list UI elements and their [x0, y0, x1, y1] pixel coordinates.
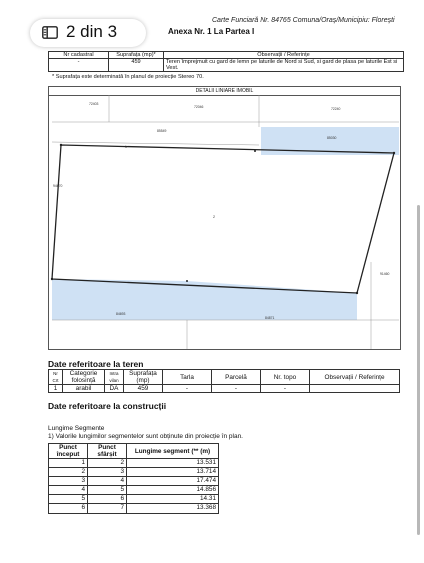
land-cell-nr-topo: - [261, 385, 310, 393]
segments-table [48, 443, 219, 514]
plan-label-top-left: 72403 [89, 102, 99, 106]
parcel-plan [48, 86, 401, 350]
segments-title: Lungime Segmente [48, 425, 105, 432]
plan-label-top-mid: 72046 [194, 105, 204, 109]
plan-label-bottom-right: 84871 [265, 316, 275, 320]
land-cell-categorie: arabil [63, 385, 105, 393]
seg-length: 13.714 [127, 468, 219, 477]
seg-header-length: Lungime segment (** (m) [127, 444, 219, 459]
land-table [48, 369, 400, 393]
seg-end: 2 [88, 459, 127, 468]
projection-note: * Suprafața este determinată în planul de proiecție Stereo 70. [52, 74, 204, 80]
plan-title: DETALII LINIARE IMOBIL [49, 87, 400, 96]
plan-label-corner: 1 [125, 145, 127, 149]
seg-start: 3 [49, 477, 88, 486]
land-header-observatii: Observații / Referințe [310, 370, 400, 385]
observations-table [48, 51, 404, 72]
seg-header-start: Punct început [49, 444, 88, 459]
table-row [49, 477, 219, 486]
vertical-scrollbar[interactable] [417, 205, 420, 535]
land-header-suprafata: Suprafața (mp) [124, 370, 163, 385]
plan-label-left: 94670 [53, 184, 63, 188]
header-nr-cadastral: Nr cadastral [49, 52, 109, 59]
land-header-parcela: Parcelă [212, 370, 261, 385]
cell-suprafata: 459 [109, 59, 164, 72]
land-cell-nr: 1 [49, 385, 63, 393]
seg-start: 1 [49, 459, 88, 468]
header-suprafata: Suprafața (mp)* [109, 52, 164, 59]
seg-end: 4 [88, 477, 127, 486]
seg-length: 13.368 [127, 504, 219, 513]
seg-length: 14.31 [127, 495, 219, 504]
plan-label-upper-right: 85030 [327, 136, 337, 140]
page-indicator-text: 2 din 3 [66, 22, 118, 41]
anexa-title: Anexa Nr. 1 La Partea I [168, 27, 255, 36]
parcel-drawing [49, 87, 400, 349]
cell-observatii: Teren împrejmuit cu gard de lemn pe laturile de Nord si Sud, si gard de plasa pe laturile Est si Vest. [164, 59, 404, 72]
seg-end: 5 [88, 486, 127, 495]
table-row [49, 486, 219, 495]
carte-funciara-header: Carte Funciară Nr. 84765 Comuna/Oraș/Municipiu: Florești [212, 17, 395, 24]
land-header-nr-topo: Nr. topo [261, 370, 310, 385]
seg-start: 4 [49, 486, 88, 495]
land-header-nr: Nr Crt [49, 370, 63, 385]
page-layout-icon [42, 26, 58, 39]
seg-end: 6 [88, 495, 127, 504]
plan-label-bottom-left: 84693 [116, 312, 126, 316]
land-header-categorie: Categorie folosință [63, 370, 105, 385]
land-section-title: Date referitoare la teren [48, 359, 144, 369]
table-row [49, 468, 219, 477]
header-observatii: Observații / Referințe [164, 52, 404, 59]
cell-nr-cadastral: - [49, 59, 109, 72]
seg-start: 5 [49, 495, 88, 504]
seg-start: 6 [49, 504, 88, 513]
segments-subtitle: 1) Valorile lungimilor segmentelor sunt obținute din proiecție în plan. [48, 433, 243, 440]
land-cell-parcela: - [212, 385, 261, 393]
land-header-intravilan: Intra vilan [105, 370, 124, 385]
main-parcel-outline [52, 145, 394, 293]
land-header-tarla: Tarla [163, 370, 212, 385]
constructii-section-title: Date referitoare la construcții [48, 401, 167, 411]
seg-length: 14.856 [127, 486, 219, 495]
seg-length: 13.531 [127, 459, 219, 468]
seg-start: 2 [49, 468, 88, 477]
seg-length: 17.474 [127, 477, 219, 486]
seg-end: 7 [88, 504, 127, 513]
land-cell-intravilan: DA [105, 385, 124, 393]
land-cell-suprafata: 459 [124, 385, 163, 393]
table-row [49, 504, 219, 513]
plan-label-right: 91460 [380, 272, 390, 276]
land-cell-observatii [310, 385, 400, 393]
plan-label-upper-left: 85549 [157, 129, 167, 133]
seg-end: 3 [88, 468, 127, 477]
plan-label-top-right: 72240 [331, 107, 341, 111]
land-cell-tarla: - [163, 385, 212, 393]
table-row [49, 459, 219, 468]
plan-label-center: 2 [213, 215, 215, 219]
table-row [49, 495, 219, 504]
seg-header-end: Punct sfârșit [88, 444, 127, 459]
page-indicator-badge[interactable] [30, 19, 146, 47]
